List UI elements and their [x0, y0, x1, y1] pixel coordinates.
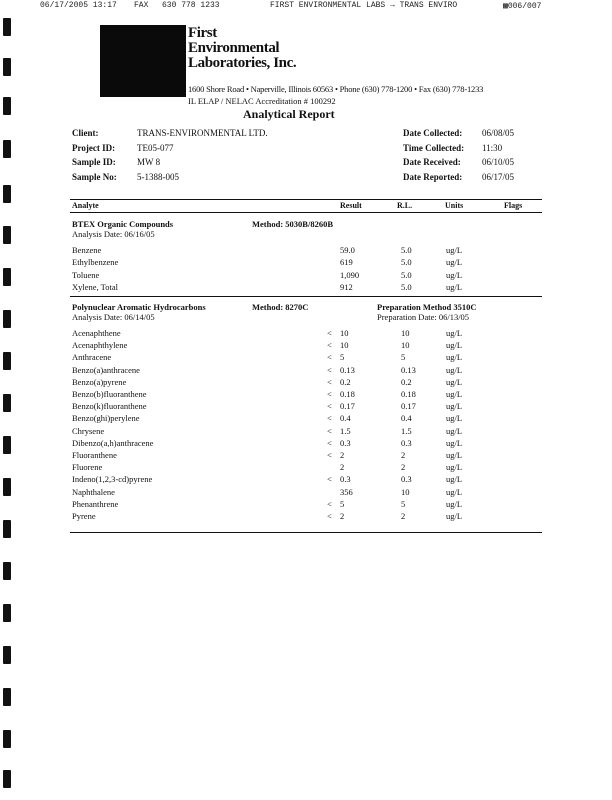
analyte-cell: Naphthalene — [72, 486, 115, 497]
table-bottom-rule — [70, 532, 542, 533]
time-collected-value: 11:30 — [482, 143, 503, 153]
analyte-cell: Benzo(k)fluoranthene — [72, 401, 147, 412]
fax-date-time: 06/17/2005 13:17 — [40, 1, 117, 10]
units-cell: ug/L — [446, 486, 463, 497]
rl-cell: 5.0 — [401, 245, 412, 255]
rl-cell: 10 — [401, 328, 410, 338]
col-analyte-header: Analyte — [72, 201, 99, 210]
rl-cell: 0.2 — [401, 376, 412, 387]
fax-number: 630 778 1233 — [162, 1, 220, 10]
pah-prep-method: Preparation Method 3510C — [377, 302, 477, 312]
pah-prep-date: Preparation Date: 06/13/05 — [377, 312, 470, 322]
qualifier-cell: < — [327, 389, 332, 399]
rl-cell: 5.0 — [401, 257, 412, 268]
rl-cell: 0.13 — [401, 364, 416, 375]
result-cell: 10 — [340, 328, 349, 338]
analyte-cell: Chrysene — [72, 425, 105, 436]
punch-hole — [3, 140, 11, 158]
units-cell: ug/L — [446, 462, 463, 473]
analyte-cell: Toluene — [72, 269, 100, 280]
units-cell: ug/L — [446, 340, 463, 351]
units-cell: ug/L — [446, 511, 463, 521]
qualifier-cell: < — [327, 425, 332, 436]
units-cell: ug/L — [446, 474, 463, 485]
pah-section-title: Polynuclear Aromatic Hydrocarbons — [72, 302, 206, 312]
sample-id-value: MW 8 — [137, 157, 161, 167]
date-reported-label: Date Reported: — [403, 172, 463, 182]
rl-cell: 2 — [401, 462, 406, 473]
analyte-cell: Benzo(b)fluoranthene — [72, 389, 147, 399]
btex-section-title: BTEX Organic Compounds — [72, 219, 174, 229]
fax-page-number: ▩006/007 — [503, 2, 542, 11]
result-cell: 0.13 — [340, 364, 355, 375]
qualifier-cell: < — [327, 401, 332, 412]
punch-hole — [3, 562, 11, 580]
result-cell: 2 — [340, 511, 345, 521]
table-header-rule — [70, 212, 542, 213]
table-row — [0, 462, 612, 473]
analyte-cell: Anthracene — [72, 352, 112, 363]
analyte-cell: Xylene, Total — [72, 281, 118, 292]
punch-hole — [3, 18, 11, 36]
units-cell: ug/L — [446, 245, 463, 255]
table-top-rule — [70, 199, 542, 200]
units-cell: ug/L — [446, 364, 463, 375]
lab-name-line: First — [188, 25, 217, 41]
table-row — [0, 270, 612, 281]
rl-cell: 5 — [401, 498, 406, 509]
punch-hole — [3, 520, 11, 538]
units-cell: ug/L — [446, 401, 463, 412]
date-received-label: Date Received: — [403, 157, 461, 167]
qualifier-cell: < — [327, 498, 332, 509]
analyte-cell: Dibenzo(a,h)anthracene — [72, 437, 154, 448]
units-cell: ug/L — [446, 425, 463, 436]
client-value: TRANS-ENVIRONMENTAL LTD. — [137, 128, 268, 138]
analyte-cell: Benzene — [72, 245, 102, 255]
lab-logo-block — [100, 25, 186, 97]
rl-cell: 0.3 — [401, 437, 412, 448]
date-collected-label: Date Collected: — [403, 128, 463, 138]
analyte-cell: Acenaphthene — [72, 328, 121, 338]
punch-hole — [3, 646, 11, 664]
units-cell: ug/L — [446, 328, 463, 338]
project-label: Project ID: — [72, 143, 116, 153]
rl-cell: 0.4 — [401, 413, 412, 424]
result-cell: 0.3 — [340, 474, 351, 485]
qualifier-cell: < — [327, 450, 332, 460]
punch-hole — [3, 730, 11, 748]
units-cell: ug/L — [446, 437, 463, 448]
result-cell: 0.2 — [340, 376, 351, 387]
punch-hole — [3, 310, 11, 328]
lab-name-line: Environmental — [188, 40, 280, 56]
qualifier-cell: < — [327, 376, 332, 387]
punch-hole — [3, 58, 11, 76]
units-cell: ug/L — [446, 376, 463, 387]
table-row — [0, 401, 612, 412]
punch-hole-strip — [3, 0, 13, 800]
lab-name-line: Laboratories, Inc. — [188, 55, 297, 71]
lab-name — [188, 26, 296, 71]
pah-method: Method: 8270C — [252, 302, 309, 312]
result-cell: 356 — [340, 486, 353, 497]
date-received-value: 06/10/05 — [482, 157, 515, 167]
lab-accreditation: IL ELAP / NELAC Accreditation # 100292 — [188, 96, 336, 106]
table-row — [0, 450, 612, 461]
report-title: Analytical Report — [243, 107, 335, 121]
date-reported-value: 06/17/05 — [482, 172, 515, 182]
punch-hole — [3, 770, 11, 788]
analyte-cell: Pyrene — [72, 511, 96, 521]
table-row — [0, 245, 612, 256]
result-cell: 10 — [340, 340, 349, 351]
col-result-header: Result — [340, 201, 362, 210]
units-cell: ug/L — [446, 450, 463, 460]
result-cell: 2 — [340, 450, 345, 460]
table-row — [0, 340, 612, 351]
punch-hole — [3, 185, 11, 203]
rl-cell: 1.5 — [401, 425, 412, 436]
rl-cell: 0.17 — [401, 401, 416, 412]
table-row — [0, 413, 612, 424]
result-cell: 0.18 — [340, 389, 355, 399]
rl-cell: 0.3 — [401, 474, 412, 485]
analyte-cell: Fluorene — [72, 462, 103, 473]
sample-no-value: 5-1388-005 — [137, 172, 179, 182]
table-row — [0, 365, 612, 376]
punch-hole — [3, 688, 11, 706]
table-row — [0, 474, 612, 485]
analyte-cell: Phenanthrene — [72, 498, 119, 509]
result-cell: 912 — [340, 281, 353, 292]
fax-header — [0, 1, 560, 13]
qualifier-cell: < — [327, 352, 332, 363]
punch-hole — [3, 97, 11, 115]
btex-method: Method: 5030B/8260B — [252, 219, 333, 229]
table-row — [0, 389, 612, 400]
qualifier-cell: < — [327, 474, 332, 485]
table-row — [0, 511, 612, 522]
table-row — [0, 282, 612, 293]
result-cell: 0.4 — [340, 413, 351, 424]
sample-id-label: Sample ID: — [72, 157, 116, 167]
table-row — [0, 487, 612, 498]
qualifier-cell: < — [327, 328, 332, 338]
fax-label: FAX — [134, 1, 149, 10]
btex-analysis-date: Analysis Date: 06/16/05 — [72, 229, 155, 239]
result-cell: 0.17 — [340, 401, 355, 412]
punch-hole — [3, 226, 11, 244]
rl-cell: 2 — [401, 511, 406, 521]
analyte-cell: Indeno(1,2,3-cd)pyrene — [72, 474, 153, 485]
rl-cell: 0.18 — [401, 389, 416, 399]
project-value: TE05-077 — [137, 143, 174, 153]
punch-hole — [3, 604, 11, 622]
analyte-cell: Fluoranthene — [72, 450, 117, 460]
qualifier-cell: < — [327, 413, 332, 424]
analyte-cell: Ethylbenzene — [72, 257, 119, 268]
result-cell: 1.5 — [340, 425, 351, 436]
analyte-cell: Acenaphthylene — [72, 340, 128, 351]
rl-cell: 2 — [401, 450, 406, 460]
result-cell: 0.3 — [340, 437, 351, 448]
table-row — [0, 328, 612, 339]
result-cell: 2 — [340, 462, 345, 473]
units-cell: ug/L — [446, 498, 463, 509]
col-rl-header: R.L. — [397, 201, 413, 210]
table-row — [0, 438, 612, 449]
qualifier-cell: < — [327, 437, 332, 448]
analyte-cell: Benzo(a)anthracene — [72, 364, 140, 375]
result-cell: 1,090 — [340, 269, 360, 280]
table-row — [0, 377, 612, 388]
qualifier-cell: < — [327, 364, 332, 375]
table-row — [0, 426, 612, 437]
units-cell: ug/L — [446, 413, 463, 424]
qualifier-cell: < — [327, 340, 332, 351]
result-cell: 5 — [340, 352, 345, 363]
col-units-header: Units — [445, 201, 464, 210]
units-cell: ug/L — [446, 257, 463, 268]
rl-cell: 5 — [401, 352, 406, 363]
time-collected-label: Time Collected: — [403, 143, 465, 153]
pah-analysis-date: Analysis Date: 06/14/05 — [72, 312, 155, 322]
units-cell: ug/L — [446, 269, 463, 280]
table-row — [0, 499, 612, 510]
units-cell: ug/L — [446, 352, 463, 363]
rl-cell: 5.0 — [401, 281, 412, 292]
table-row — [0, 352, 612, 363]
analyte-cell: Benzo(a)pyrene — [72, 376, 127, 387]
rl-cell: 10 — [401, 340, 410, 351]
rl-cell: 10 — [401, 486, 410, 497]
lab-address: 1600 Shore Road • Naperville, Illinois 60563 • Phone (630) 778-1200 • Fax (630) 778-1233 — [188, 84, 484, 94]
qualifier-cell: < — [327, 511, 332, 521]
analyte-cell: Benzo(ghi)perylene — [72, 413, 140, 424]
rl-cell: 5.0 — [401, 269, 412, 280]
table-row — [0, 257, 612, 268]
result-cell: 619 — [340, 257, 353, 268]
units-cell: ug/L — [446, 281, 463, 292]
section-divider-rule — [70, 296, 542, 297]
col-flags-header: Flags — [504, 201, 523, 210]
sample-no-label: Sample No: — [72, 172, 117, 182]
result-cell: 5 — [340, 498, 345, 509]
units-cell: ug/L — [446, 389, 463, 399]
fax-page-value: 006/007 — [507, 2, 542, 11]
result-cell: 59.0 — [340, 245, 355, 255]
date-collected-value: 06/08/05 — [482, 128, 515, 138]
fax-sender: FIRST ENVIRONMENTAL LABS → TRANS ENVIRO — [270, 1, 458, 10]
client-label: Client: — [72, 128, 99, 138]
